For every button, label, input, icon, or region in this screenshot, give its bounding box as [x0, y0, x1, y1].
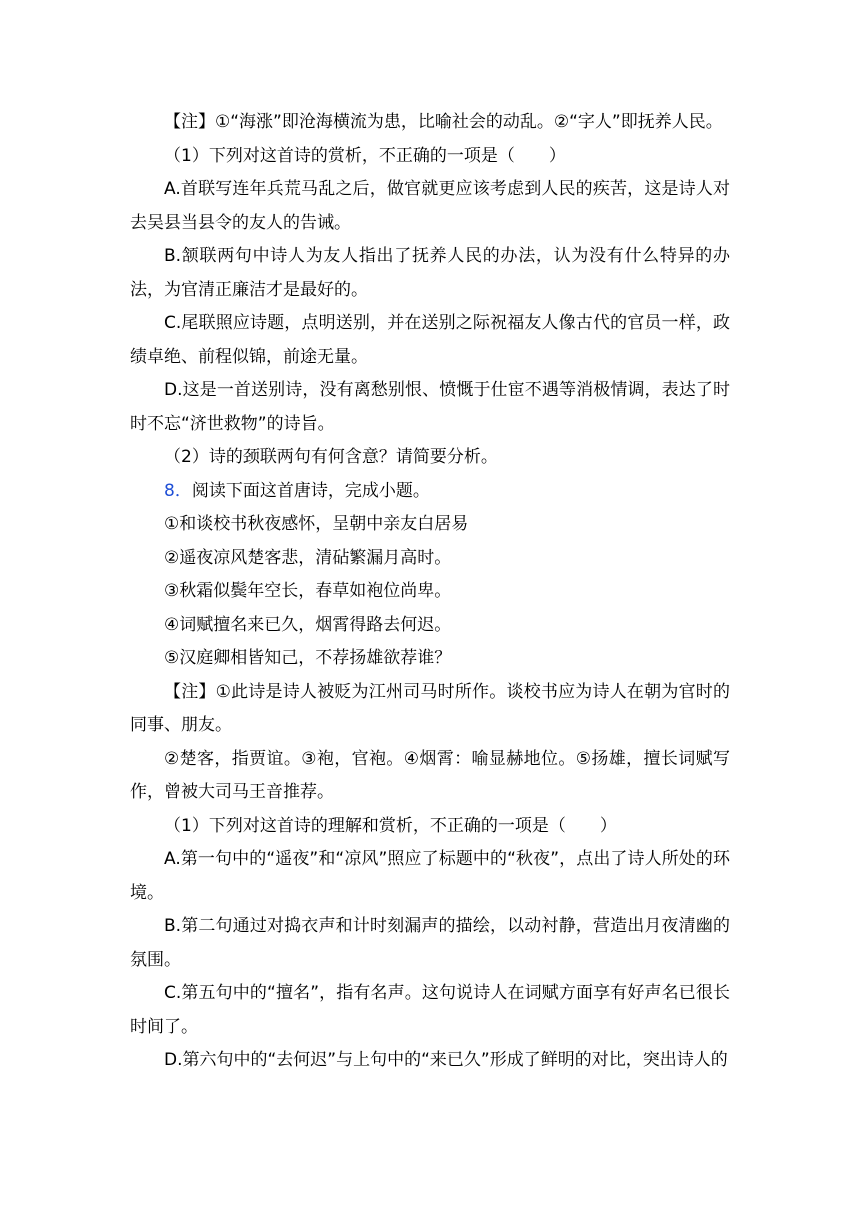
- option-a: A.第一句中的“遥夜”和“凉风”照应了标题中的“秋夜”，点出了诗人所处的环境。: [130, 849, 730, 903]
- note-paragraph: 【注】①“海涨”即沧海横流为患，比喻社会的动乱。②“字人”即抚养人民。: [164, 112, 723, 132]
- option-c: C.尾联照应诗题，点明送别，并在送别之际祝福友人像古代的官员一样，政绩卓绝、前程似锦，前途无量。: [130, 313, 730, 367]
- option-a: A.首联写连年兵荒马乱之后，做官就更应该考虑到人民的疾苦，这是诗人对去吴县当县令的友人的告诫。: [130, 179, 730, 233]
- option-d: D.第六句中的“去何迟”与上句中的“来已久”形成了鲜明的对比，突出诗人的: [164, 1050, 728, 1070]
- option-c: C.第五句中的“擅名”，指有名声。这句说诗人在词赋方面享有好声名已很长时间了。: [130, 983, 730, 1037]
- question-8-heading: [130, 475, 730, 509]
- poem-title: ①和谈校书秋夜感怀，呈朝中亲友白居易: [164, 514, 469, 534]
- poem-line: ⑤汉庭卿相皆知己，不荐扬雄欲荐谁？: [164, 648, 452, 668]
- poem-line: ③秋霜似鬓年空长，春草如袍位尚卑。: [164, 581, 452, 601]
- question-1-stem: （1）下列对这首诗的理解和赏析，不正确的一项是（ ）: [164, 815, 617, 836]
- question-8-text: 阅读下面这首唐诗，完成小题。: [191, 480, 430, 501]
- question-number: 8．: [164, 480, 192, 501]
- note-paragraph: ②楚客，指贾谊。③袍，官袍。④烟霄：喻显赫地位。⑤扬雄，擅长词赋写作，曾被大司马王音推荐。: [130, 748, 730, 802]
- document-body: [130, 106, 730, 1078]
- option-b: B.第二句通过对捣衣声和计时刻漏声的描绘，以动衬静，营造出月夜清幽的氛围。: [130, 916, 730, 970]
- question-2-stem: （2）诗的颈联两句有何含意？请简要分析。: [164, 447, 498, 467]
- option-d: D.这是一首送别诗，没有离愁别恨、愤慨于仕宦不遇等消极情调，表达了时时不忘“济世救物”的诗旨。: [130, 380, 730, 434]
- option-b: B.颔联两句中诗人为友人指出了抚养人民的办法，认为没有什么特异的办法，为官清正廉洁才是最好的。: [130, 246, 730, 300]
- question-1-stem: （1）下列对这首诗的赏析，不正确的一项是（ ）: [164, 145, 566, 166]
- note-paragraph: 【注】①此诗是诗人被贬为江州司马时所作。谈校书应为诗人在朝为官时的同事、朋友。: [130, 681, 730, 735]
- poem-line: ④词赋擅名来已久，烟霄得路去何迟。: [164, 614, 452, 635]
- poem-line: ②遥夜凉风楚客悲，清砧繁漏月高时。: [164, 547, 452, 568]
